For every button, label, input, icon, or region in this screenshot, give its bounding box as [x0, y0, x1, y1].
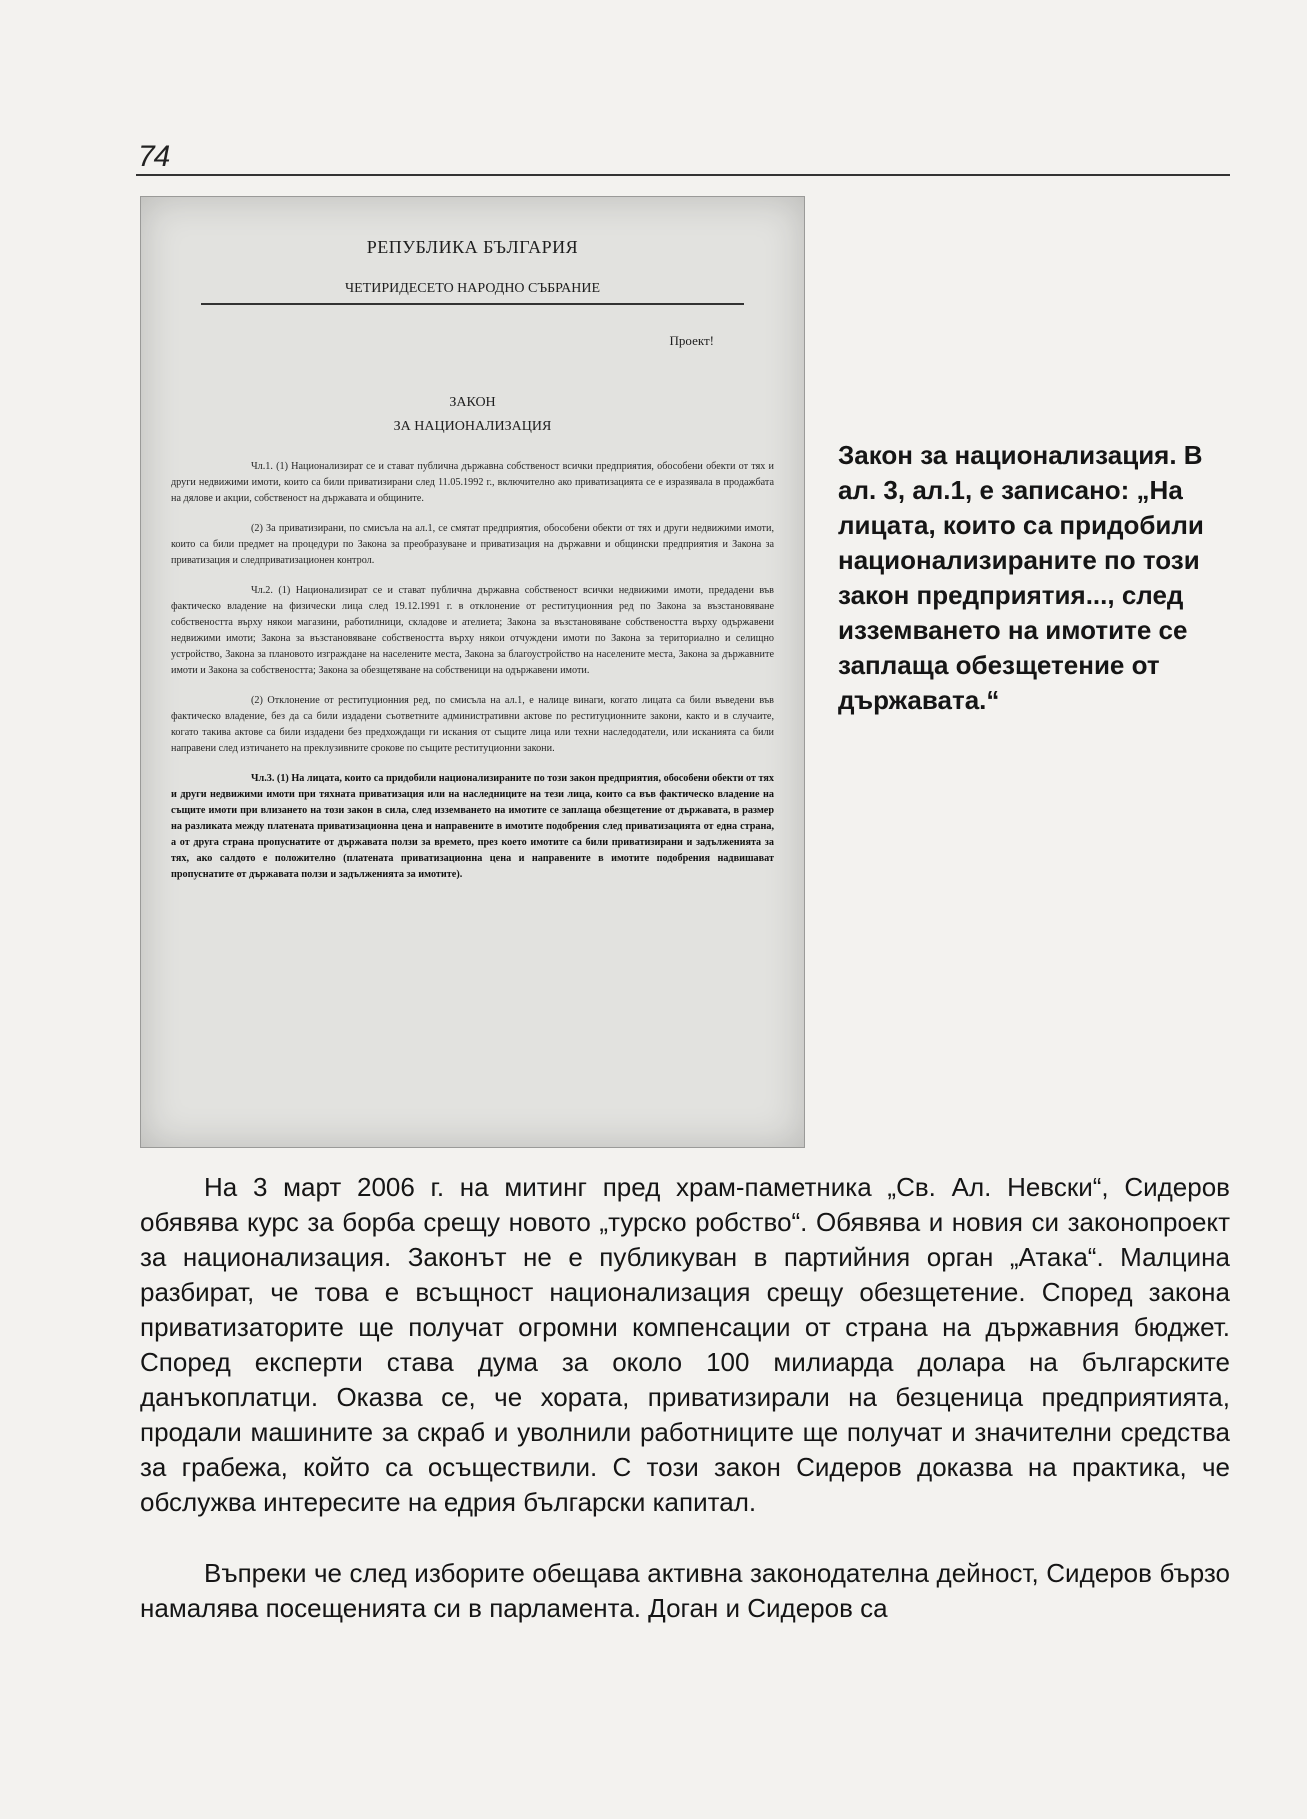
- doc-law-subtitle: ЗА НАЦИОНАЛИЗАЦИЯ: [393, 419, 552, 434]
- doc-assembly-heading: ЧЕТИРИДЕСЕТО НАРОДНО СЪБРАНИЕ: [345, 281, 600, 296]
- scanned-law-document: [140, 196, 805, 1148]
- doc-article-paragraph: Чл.1. (1) Национализират се и стават публична държавна собственост всички предприятия, обособени обекти от тях и други недвижими имоти, които са били приватизирани след 11.05.1992 г., включително ако приватизацията се е изразявала в продажбата на дялове и акции, собственост на държавата и общините.: [171, 461, 774, 504]
- header-rule: [136, 174, 1230, 176]
- body-paragraph: На 3 март 2006 г. на митинг пред храм-паметника „Св. Ал. Невски“, Сидеров обявява курс за борба срещу новото „турско робство“. Обявява и новия си законопроект за национализация. Законът не е публикуван в партийния орган „Атака“. Малцина разбират, че това е всъщност национализация срещу обезщетение. Според закона приватизаторите ще получат огромни компенсации от страна на държавния бюджет. Според експерти става дума за около 100 милиарда долара на българските данъкоплатци. Оказва се, че хората, приватизирали на безценица предприятията, продали машините за скраб и уволнили работниците ще получат и значителни средства за грабежа, който са осъществили. С този закон Сидеров доказва на практика, че обслужва интересите на едрия български капитал.: [140, 1172, 1230, 1517]
- doc-article-paragraph: (2) Отклонение от реституционния ред, по смисъла на ал.1, е налице винаги, когато лицата са били въведени във фактическо владение, без да са били издадени съответните административни актове по реституционните закони, както и в случаите, когато такива актове са били издадени без предхождащи ги искания от същите лица или техни наследодатели, или исканията са били направени след изтичането на преклузивните срокове по същите реституционни закони.: [171, 695, 774, 754]
- doc-article-paragraph: Чл.2. (1) Национализират се и стават публична държавна собственост всички недвижими имоти, предадени във фактическо владение на физически лица след 19.12.1991 г. в отклонение от реституционния ред по Закона за възстановяване собствеността върху някои магазини, работилници, складове и ателиета; Закона за възстановяване собствеността върху одържавени недвижими имоти; Закона за възстановяване собствеността върху някои отчуждени имоти по Закона за териториално и селищно устройство, Закона за плановото изграждане на населените места, Закона за благоустройство на населените места, Закона за държавните имоти и Закона за собствеността; Закона за обезщетяване на собственици на одържавени имоти.: [171, 585, 774, 676]
- image-caption: Закон за национализация. В ал. 3, ал.1, е записано: „На лицата, които са придобили национализираните по този закон предприятия..., след изземването на имотите се заплаща обезщетение от държавата.“: [838, 440, 1204, 715]
- doc-republic-heading: РЕПУБЛИКА БЪЛГАРИЯ: [366, 237, 579, 257]
- body-text: [140, 1170, 1230, 1662]
- doc-draft-label: Проект!: [669, 333, 714, 348]
- doc-articles: [171, 459, 774, 897]
- doc-law-title: ЗАКОН: [449, 395, 496, 410]
- doc-article-paragraph: Чл.3. (1) На лицата, които са придобили национализираните по този закон предприятия, обособени обекти от тях и други недвижими имоти при тяхната приватизация или на наследниците на тези лица, които са във фактическо владение на същите имоти при влизането на този закон в сила, след изземването на имотите се заплаща обезщетение от държавата, в размер на разликата между платената приватизационна цена и направените в имотите подобрения след приватизацията от една страна, а от друга страна пропуснатите от държавата ползи за времето, през което имотите са били приватизирани и задължениятa за тях, ако салдото е положително (платената приватизационна цена и направените в имотите подобрения надвишават пропуснатите от държавата ползи и задълженията за имотите).: [171, 773, 775, 880]
- doc-article-paragraph: (2) За приватизирани, по смисъла на ал.1, се смятат предприятия, обособени обекти от тях и други недвижими имоти, които са били предмет на процедури по Закона за преобразуване и приватизация на държавни и общински предприятия и Закона за приватизация и следприватизационен контрол.: [171, 523, 774, 566]
- body-paragraph: Въпреки че след изборите обещава активна законодателна дейност, Сидеров бързо намалява посещенията си в парламента. Доган и Сидеров са: [140, 1558, 1230, 1623]
- page-number: 74: [138, 140, 170, 173]
- doc-heading-rule: [201, 303, 744, 305]
